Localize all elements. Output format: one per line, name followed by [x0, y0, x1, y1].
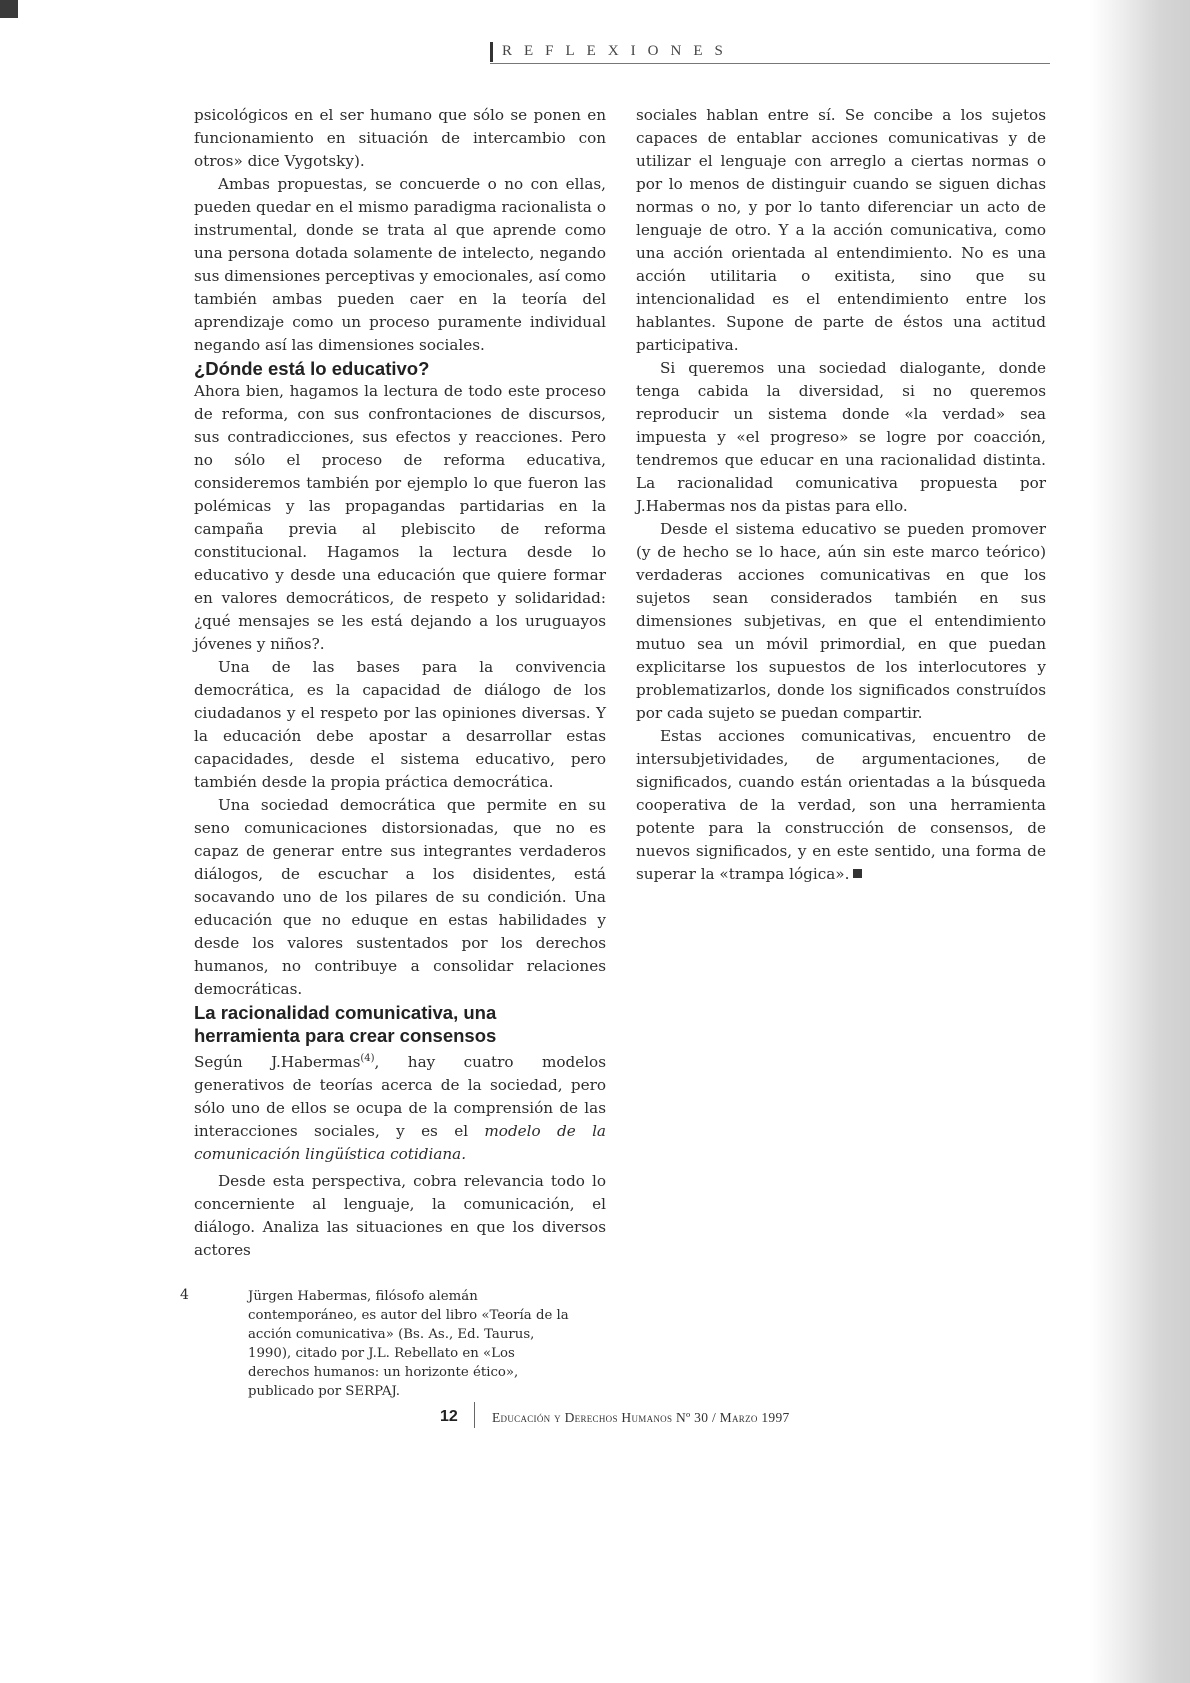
header-rule [490, 63, 1050, 64]
paragraph: Una de las bases para la convivencia democrática, es la capacidad de diálogo de los ciudadanos y el respeto por las opiniones diversas. Y la educación debe apostar a desarrollar estas capacidades, desde el sistema educativo, pero también desde la propia práctica democrática. [194, 658, 606, 791]
running-header [490, 40, 1050, 66]
right-column [636, 104, 1046, 886]
text-run: , hay cuatro modelos generativos de teorías acerca de la sociedad, pero sólo uno de ellos se ocupa de la comprensión de las interacciones sociales, y es el [194, 1053, 606, 1141]
section-heading: ¿Dónde está lo educativo? [194, 358, 430, 379]
end-of-article-mark [853, 869, 862, 878]
header-bar [490, 42, 493, 62]
text-run: Según J.Habermas [194, 1053, 361, 1072]
footnote-text: Jürgen Habermas, filósofo alemán contemporáneo, es autor del libro «Teoría de la acción comunicativa» (Bs. As., Ed. Taurus, 1990), citado por J.L. Rebellato en «Los derechos humanos: un horizonte ético», publicado por SERPAJ. [248, 1289, 569, 1399]
left-column [194, 104, 606, 1262]
paragraph-habermas [194, 1047, 606, 1166]
page-number: 12 [440, 1408, 458, 1425]
paragraph: Desde el sistema educativo se pueden promover (y de hecho se lo hace, aún sin este marco teórico) verdaderas acciones comunicativas en que los sujetos sean considerados también en sus dimensiones subjetivas, en que el entendimiento mutuo sea un móvil primordial, en que puedan explicitarse los supuestos de los interlocutores y problematizarlos, donde los significados construídos por cada sujeto se puedan compartir. [636, 520, 1046, 722]
paragraph: psicológicos en el ser humano que sólo se ponen en funcionamiento en situación de intercambio con otros» dice Vygotsky). [194, 106, 606, 170]
footer-divider [474, 1402, 475, 1428]
section-heading: La racionalidad comunicativa, una herramienta para crear consensos [194, 1002, 497, 1046]
paragraph: Si queremos una sociedad dialogante, donde tenga cabida la diversidad, si no queremos reproducir un sistema donde «la verdad» sea impuesta y «el progreso» se logre por coacción, tendremos que educar en una racionalidad distinta. La racionalidad comunicativa propuesta por J.Habermas nos da pistas para ello. [636, 359, 1046, 515]
paragraph: sociales hablan entre sí. Se concibe a los sujetos capaces de entablar acciones comunicativas y de utilizar el lenguaje con arreglo a ciertas normas o por lo menos de distinguir cuando se siguen dichas normas o no, y por lo tanto diferenciar un acto de lenguaje de otro. Y a la acción comunicativa, como una acción orientada al entendimiento. No es una acción utilitaria o exitista, sino que su intencionalidad es el entendimiento entre los hablantes. Supone de parte de éstos una actitud participativa. [636, 106, 1046, 354]
paragraph: Una sociedad democrática que permite en su seno comunicaciones distorsionadas, que no es capaz de generar entre sus integrantes verdaderos diálogos, de escuchar a los disidentes, está socavando uno de los pilares de su condición. Una educación que no eduque en estas habilidades y desde los valores sustentados por los derechos humanos, no contribuye a consolidar relaciones democráticas. [194, 796, 606, 998]
paragraph: Ambas propuestas, se concuerde o no con ellas, pueden quedar en el mismo paradigma racionalista o instrumental, donde se trata al que aprende como una persona dotada solamente de intelecto, negando sus dimensiones perceptivas y emocionales, así como también ambas pueden caer en la teoría del aprendizaje como un proceso puramente individual negando así las dimensiones sociales. [194, 175, 606, 354]
scan-page-edge-shadow [1090, 0, 1190, 1683]
header-section-title: REFLEXIONES [502, 43, 735, 59]
footnote-number: 4 [180, 1287, 189, 1303]
emphasis: modelo de la comunicación lingüística cotidiana. [194, 1122, 606, 1164]
text-run: Estas acciones comunicativas, encuentro de intersubjetividades, de argumentaciones, de significados, cuando están orientadas a la búsqueda cooperativa de la verdad, son una herramienta potente para la construcción de consensos, de nuevos significados, y en este sentido, una forma de superar la «trampa lógica». [636, 727, 1046, 883]
paragraph-final [636, 725, 1046, 886]
page-footer [440, 1408, 910, 1432]
scan-corner-mark [0, 0, 18, 18]
footnote-ref: (4) [360, 1053, 375, 1064]
journal-citation: Educación y Derechos Humanos Nº 30 / Marzo 1997 [492, 1410, 790, 1425]
paragraph: Desde esta perspectiva, cobra relevancia todo lo concerniente al lenguaje, la comunicación, el diálogo. Analiza las situaciones en que los diversos actores [194, 1172, 606, 1260]
paragraph: Ahora bien, hagamos la lectura de todo este proceso de reforma, con sus confrontaciones de discursos, sus contradicciones, sus efectos y reacciones. Pero no sólo el proceso de reforma educativa, consideremos también por ejemplo lo que fueron las polémicas y las propagandas partidarias en la campaña previa al plebiscito de reforma constitucional. Hagamos la lectura desde lo educativo y desde una educación que quiere formar en valores democráticos, de respeto y solidaridad: ¿qué mensajes se les está dejando a los uruguayos jóvenes y niños?. [194, 382, 606, 653]
